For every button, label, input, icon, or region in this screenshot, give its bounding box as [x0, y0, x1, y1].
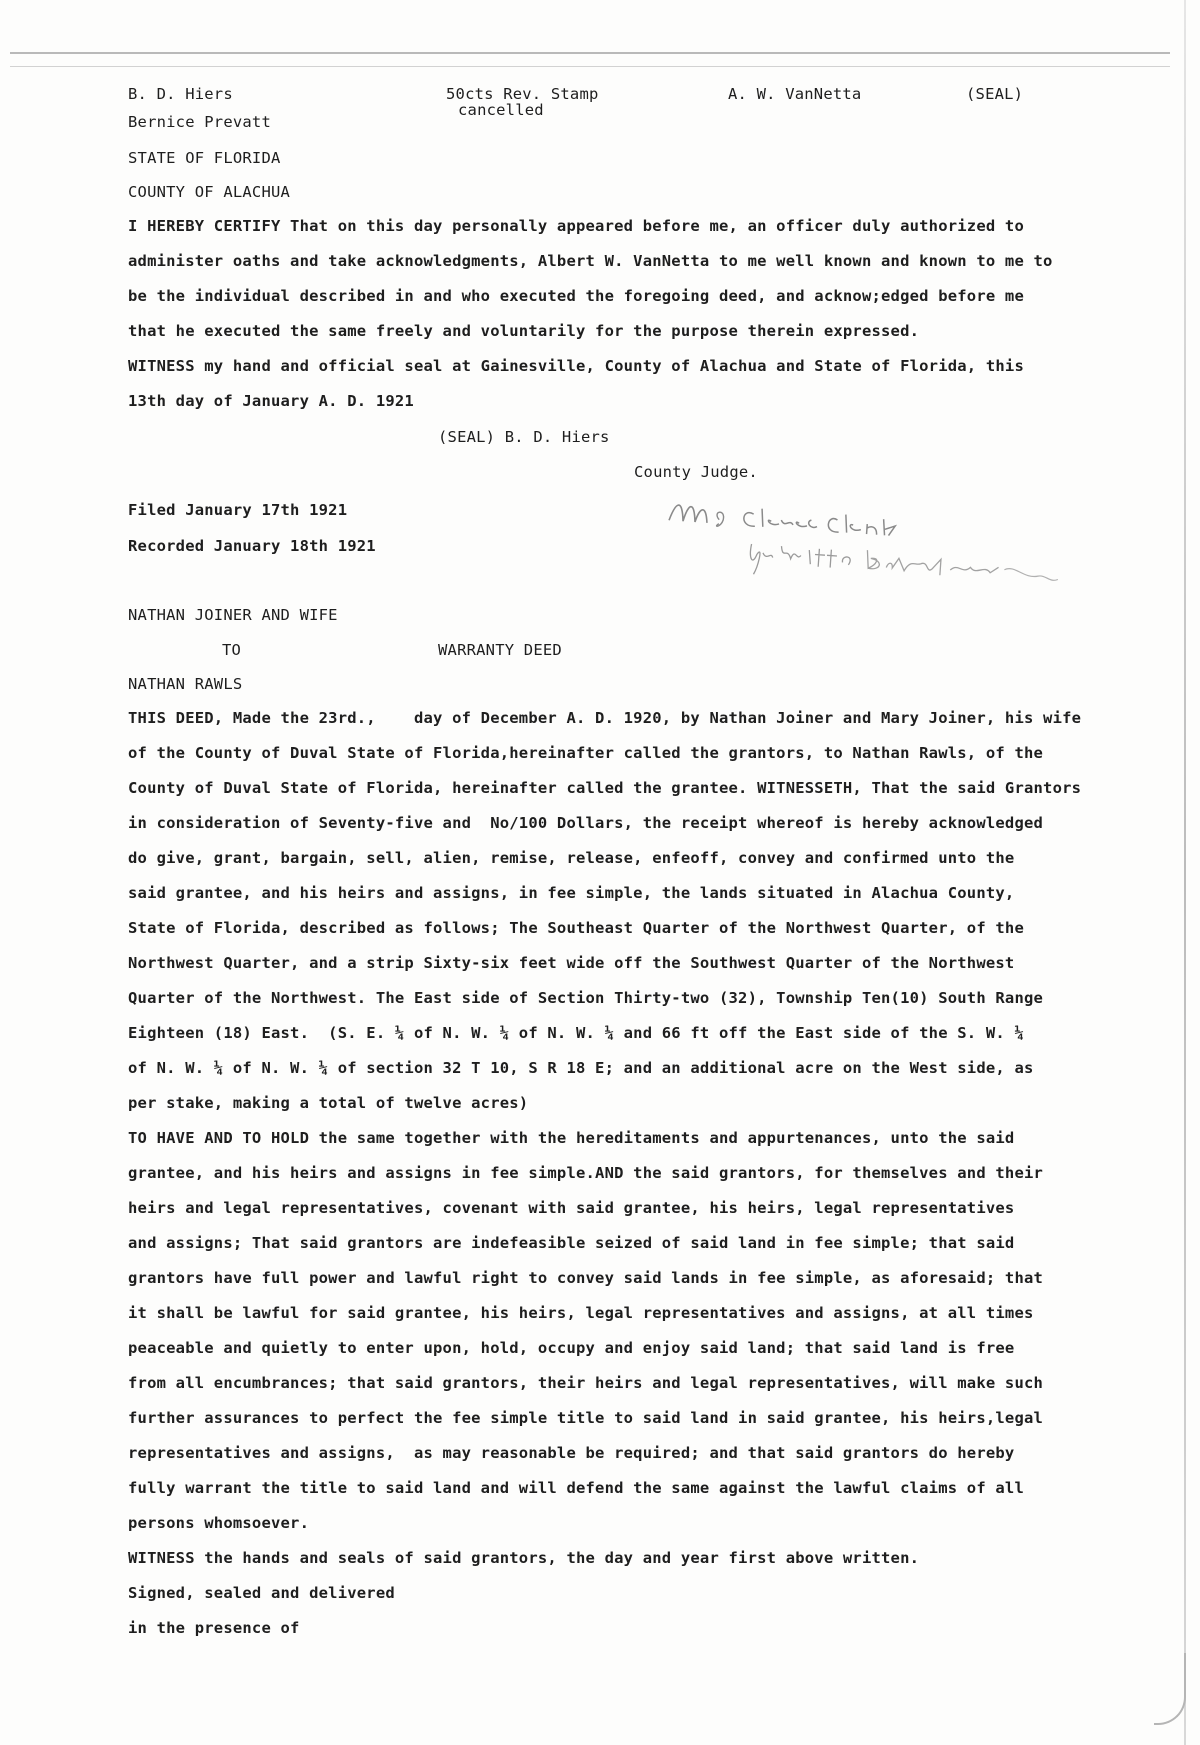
deed-grantors-heading: NATHAN JOINER AND WIFE: [128, 606, 338, 624]
deed-body-line: per stake, making a total of twelve acres): [128, 1094, 529, 1112]
deed-body-line: said grantee, and his heirs and assigns, in fee simple, the lands situated in Alachua County,: [128, 884, 1015, 902]
clerk-signature-handwritten: [657, 480, 1103, 605]
certify-line: be the individual described in and who executed the foregoing deed, and acknow;edged before me: [128, 287, 1024, 305]
deed-body-line: representatives and assigns, as may reasonable be required; and that said grantors do hereby: [128, 1444, 1015, 1462]
deed-body-line: grantors have full power and lawful right to convey said lands in fee simple, as aforesaid; that: [128, 1269, 1044, 1287]
deed-body-line: Signed, sealed and delivered: [128, 1584, 395, 1602]
deed-body-line: do give, grant, bargain, sell, alien, remise, release, enfeoff, convey and confirmed unto the: [128, 849, 1015, 867]
deed-body-line: County of Duval State of Florida, hereinafter called the grantee. WITNESSETH, That the said Grantors: [128, 779, 1082, 797]
filed-date: Filed January 17th 1921: [128, 501, 348, 519]
deed-body-line: Eighteen (18) East. (S. E. ¼ of N. W. ¼ of N. W. ¼ and 66 ft off the East side of the S. W. ¼: [128, 1024, 1024, 1042]
revenue-stamp-cancelled: cancelled: [458, 101, 544, 119]
deed-to-heading: TO: [222, 641, 242, 659]
header-witness-signature: B. D. Hiers: [128, 85, 233, 103]
deed-body-line: WITNESS the hands and seals of said grantors, the day and year first above written.: [128, 1549, 920, 1567]
deed-body-line: it shall be lawful for said grantee, his heirs, legal representatives and assigns, at all times: [128, 1304, 1034, 1322]
recorded-date: Recorded January 18th 1921: [128, 537, 376, 555]
deed-body-line: from all encumbrances; that said grantors, their heirs and legal representatives, will make such: [128, 1374, 1044, 1392]
seal-mark: (SEAL): [966, 85, 1024, 103]
certify-line: that he executed the same freely and voluntarily for the purpose therein expressed.: [128, 322, 920, 340]
page-right-edge: [1184, 0, 1186, 1745]
revenue-stamp-note: 50cts Rev. Stamp: [446, 85, 599, 103]
deed-body-line: grantee, and his heirs and assigns in fee simple.AND the said grantors, for themselves and their: [128, 1164, 1044, 1182]
deed-body-line: TO HAVE AND TO HOLD the same together with the hereditaments and appurtenances, unto the said: [128, 1129, 1015, 1147]
deed-body-line: and assigns; That said grantors are indefeasible seized of said land in fee simple; that said: [128, 1234, 1015, 1252]
deed-type-heading: WARRANTY DEED: [438, 641, 562, 659]
county-line: COUNTY OF ALACHUA: [128, 183, 291, 201]
certify-line: administer oaths and take acknowledgments, Albert W. VanNetta to me well known and known to me to: [128, 252, 1053, 270]
page-curl-corner: [1154, 1653, 1186, 1725]
page-top-border: [10, 52, 1170, 67]
judge-title: County Judge.: [634, 463, 758, 481]
deed-body-line: Northwest Quarter, and a strip Sixty-six feet wide off the Southwest Quarter of the Northwest: [128, 954, 1015, 972]
certify-line: 13th day of January A. D. 1921: [128, 392, 414, 410]
witness-name: Bernice Prevatt: [128, 113, 271, 131]
grantor-signature: A. W. VanNetta: [728, 85, 862, 103]
deed-body-line: of N. W. ¼ of N. W. ¼ of section 32 T 10, S R 18 E; and an additional acre on the West side, as: [128, 1059, 1034, 1077]
deed-body-line: peaceable and quietly to enter upon, hold, occupy and enjoy said land; that said land is free: [128, 1339, 1015, 1357]
state-line: STATE OF FLORIDA: [128, 149, 281, 167]
judge-signature: (SEAL) B. D. Hiers: [438, 428, 610, 446]
deed-grantee-heading: NATHAN RAWLS: [128, 675, 243, 693]
deed-body-line: State of Florida, described as follows; The Southeast Quarter of the Northwest Quarter, of the: [128, 919, 1024, 937]
certify-line: WITNESS my hand and official seal at Gainesville, County of Alachua and State of Florida, this: [128, 357, 1024, 375]
deed-body-line: further assurances to perfect the fee simple title to said land in said grantee, his heirs,legal: [128, 1409, 1044, 1427]
deed-body-line: fully warrant the title to said land and will defend the same against the lawful claims of all: [128, 1479, 1024, 1497]
deed-body-line: of the County of Duval State of Florida,hereinafter called the grantors, to Nathan Rawls, of the: [128, 744, 1044, 762]
deed-body-line: in the presence of: [128, 1619, 300, 1637]
certify-line: I HEREBY CERTIFY That on this day personally appeared before me, an officer duly authorized to: [128, 217, 1024, 235]
deed-body-line: Quarter of the Northwest. The East side of Section Thirty-two (32), Township Ten(10) South Range: [128, 989, 1044, 1007]
deed-body-line: in consideration of Seventy-five and No/100 Dollars, the receipt whereof is hereby acknowledged: [128, 814, 1044, 832]
deed-body-line: THIS DEED, Made the 23rd., day of December A. D. 1920, by Nathan Joiner and Mary Joiner, his wife: [128, 709, 1082, 727]
deed-body-line: heirs and legal representatives, covenant with said grantee, his heirs, legal representatives: [128, 1199, 1015, 1217]
deed-body-line: persons whomsoever.: [128, 1514, 310, 1532]
